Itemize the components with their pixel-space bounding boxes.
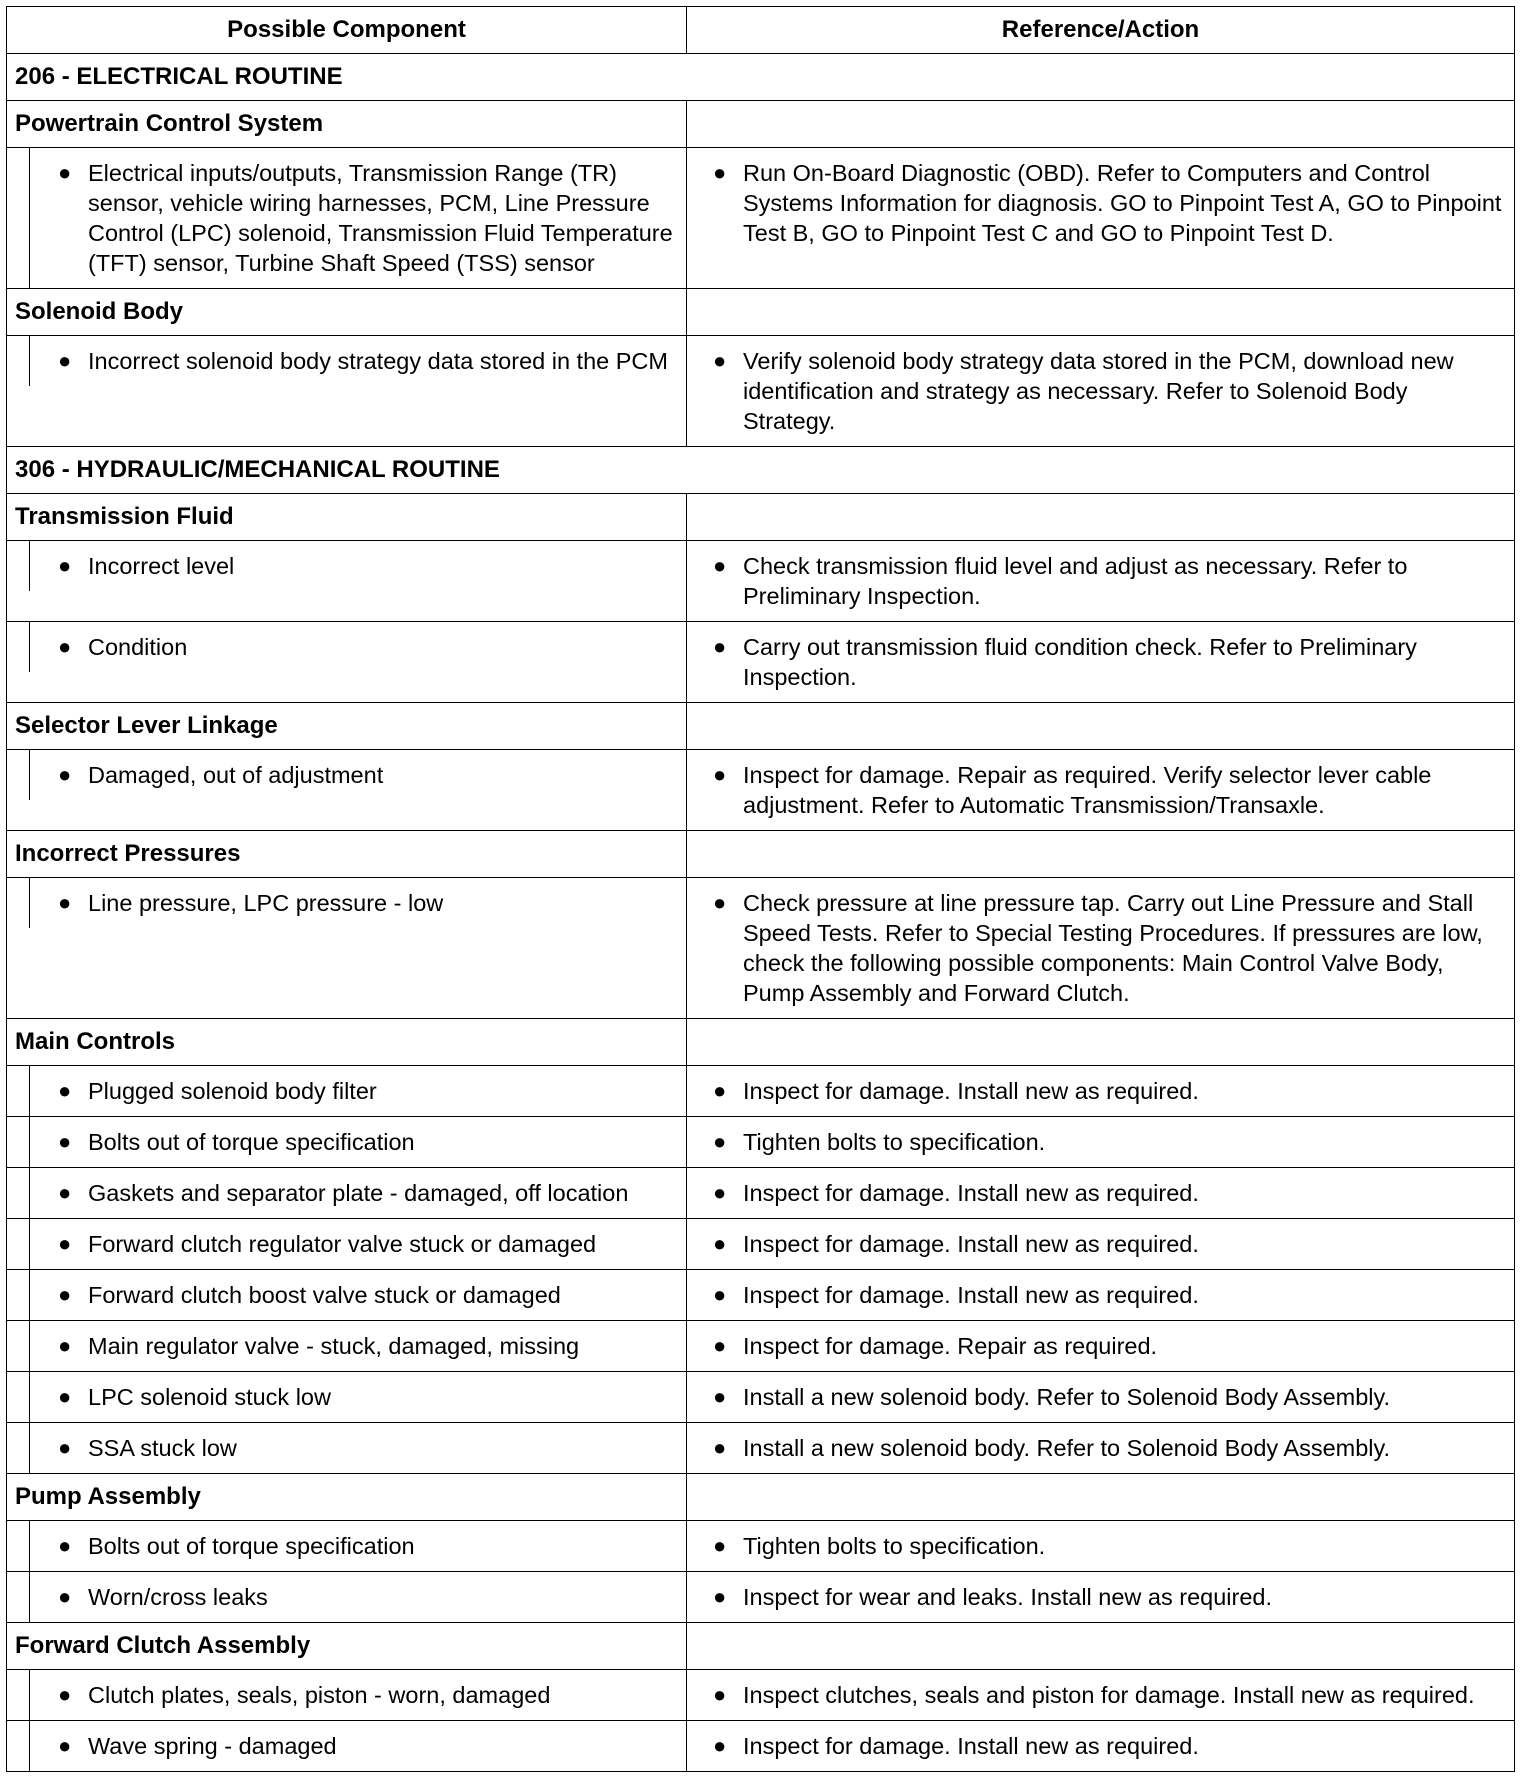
action-text: Inspect for damage. Install new as required.: [743, 1078, 1199, 1104]
table-row: [7, 1521, 1515, 1572]
bullet-icon: ●: [58, 1129, 72, 1154]
table-row: [7, 1572, 1515, 1623]
action-cell: [687, 1521, 1515, 1572]
group-row: [7, 1019, 1515, 1066]
action-text: Inspect for damage. Repair as required. Verify selector lever cable adjustment. Refer to Automatic Transmission/Transaxle.: [743, 762, 1432, 818]
component-cell: [7, 1372, 687, 1423]
component-cell: [7, 541, 687, 622]
table-row: [7, 622, 1515, 703]
section-title: 206 - ELECTRICAL ROUTINE: [7, 54, 1515, 101]
bullet-icon: ●: [58, 762, 72, 787]
action-text: Carry out transmission fluid condition check. Refer to Preliminary Inspection.: [743, 634, 1417, 690]
group-title: Powertrain Control System: [7, 101, 687, 148]
action-text: Run On-Board Diagnostic (OBD). Refer to Computers and Control Systems Information for diagnosis. GO to Pinpoint Test A, GO to Pinpoint Test B, GO to Pinpoint Test C and GO to Pinpoint Test D.: [743, 160, 1502, 246]
group-row: [7, 1623, 1515, 1670]
component-text: Incorrect solenoid body strategy data stored in the PCM: [88, 348, 668, 374]
component-text: Incorrect level: [88, 553, 235, 579]
bullet-icon: ●: [58, 1384, 72, 1409]
component-cell: [7, 1117, 687, 1168]
component-cell: [7, 1219, 687, 1270]
group-empty-cell: [687, 1623, 1515, 1670]
table-row: [7, 1321, 1515, 1372]
action-cell: [687, 1117, 1515, 1168]
group-row: [7, 101, 1515, 148]
bullet-icon: ●: [58, 1231, 72, 1256]
diagnosis-table: [6, 6, 1515, 1772]
group-row: [7, 289, 1515, 336]
group-empty-cell: [687, 1019, 1515, 1066]
bullet-icon: ●: [58, 1682, 72, 1707]
bullet-icon: ●: [713, 1682, 727, 1707]
bullet-icon: ●: [713, 1078, 727, 1103]
bullet-icon: ●: [58, 553, 72, 578]
action-text: Inspect for damage. Install new as required.: [743, 1180, 1199, 1206]
action-text: Inspect for damage. Install new as required.: [743, 1231, 1199, 1257]
table-row: [7, 336, 1515, 447]
component-cell: [7, 1572, 687, 1623]
action-text: Verify solenoid body strategy data stored in the PCM, download new identification and strategy as necessary. Refer to Solenoid Body Strategy.: [743, 348, 1454, 434]
component-cell: [7, 148, 687, 289]
group-empty-cell: [687, 289, 1515, 336]
bullet-icon: ●: [713, 1384, 727, 1409]
component-text: Clutch plates, seals, piston - worn, damaged: [88, 1682, 551, 1708]
action-cell: [687, 1372, 1515, 1423]
component-cell: [7, 1321, 687, 1372]
action-cell: [687, 541, 1515, 622]
action-cell: [687, 1270, 1515, 1321]
table-row: [7, 1066, 1515, 1117]
action-text: Tighten bolts to specification.: [743, 1533, 1046, 1559]
action-cell: [687, 1066, 1515, 1117]
group-row: [7, 1474, 1515, 1521]
bullet-icon: ●: [58, 1333, 72, 1358]
group-empty-cell: [687, 1474, 1515, 1521]
action-text: Inspect for damage. Install new as required.: [743, 1282, 1199, 1308]
bullet-icon: ●: [713, 1435, 727, 1460]
section-row: [7, 54, 1515, 101]
bullet-icon: ●: [58, 160, 72, 185]
table-row: [7, 1423, 1515, 1474]
component-cell: [7, 1670, 687, 1721]
component-cell: [7, 1721, 687, 1772]
bullet-icon: ●: [58, 1733, 72, 1758]
action-cell: [687, 750, 1515, 831]
bullet-icon: ●: [713, 348, 727, 373]
action-cell: [687, 1321, 1515, 1372]
bullet-icon: ●: [713, 634, 727, 659]
bullet-icon: ●: [713, 1231, 727, 1256]
bullet-icon: ●: [713, 890, 727, 915]
component-text: Bolts out of torque specification: [88, 1129, 415, 1155]
table-row: [7, 1670, 1515, 1721]
component-cell: [7, 622, 687, 703]
bullet-icon: ●: [713, 1129, 727, 1154]
component-text: LPC solenoid stuck low: [88, 1384, 331, 1410]
component-text: Bolts out of torque specification: [88, 1533, 415, 1559]
component-cell: [7, 336, 687, 447]
action-cell: [687, 1572, 1515, 1623]
bullet-icon: ●: [713, 1180, 727, 1205]
bullet-icon: ●: [713, 160, 727, 185]
bullet-icon: ●: [58, 1435, 72, 1460]
component-text: Worn/cross leaks: [88, 1584, 268, 1610]
component-cell: [7, 1521, 687, 1572]
table-body: [7, 54, 1515, 1772]
group-title: Selector Lever Linkage: [7, 703, 687, 750]
table-row: [7, 1270, 1515, 1321]
action-text: Tighten bolts to specification.: [743, 1129, 1046, 1155]
action-text: Inspect for damage. Repair as required.: [743, 1333, 1158, 1359]
group-title: Transmission Fluid: [7, 494, 687, 541]
bullet-icon: ●: [58, 634, 72, 659]
action-cell: [687, 1423, 1515, 1474]
bullet-icon: ●: [58, 1180, 72, 1205]
header-row: [7, 7, 1515, 54]
bullet-icon: ●: [713, 1733, 727, 1758]
component-cell: [7, 750, 687, 831]
component-text: Condition: [88, 634, 188, 660]
action-cell: [687, 1168, 1515, 1219]
header-reference-action: Reference/Action: [687, 7, 1515, 54]
table-row: [7, 1117, 1515, 1168]
component-text: Line pressure, LPC pressure - low: [88, 890, 444, 916]
component-text: Gaskets and separator plate - damaged, off location: [88, 1180, 629, 1206]
action-cell: [687, 878, 1515, 1019]
group-empty-cell: [687, 494, 1515, 541]
action-text: Inspect clutches, seals and piston for damage. Install new as required.: [743, 1682, 1475, 1708]
component-text: Wave spring - damaged: [88, 1733, 337, 1759]
group-row: [7, 703, 1515, 750]
group-row: [7, 494, 1515, 541]
bullet-icon: ●: [58, 1282, 72, 1307]
group-empty-cell: [687, 101, 1515, 148]
bullet-icon: ●: [58, 1584, 72, 1609]
bullet-icon: ●: [58, 1533, 72, 1558]
bullet-icon: ●: [58, 890, 72, 915]
section-title: 306 - HYDRAULIC/MECHANICAL ROUTINE: [7, 447, 1515, 494]
group-empty-cell: [687, 703, 1515, 750]
action-text: Inspect for wear and leaks. Install new as required.: [743, 1584, 1273, 1610]
component-text: Damaged, out of adjustment: [88, 762, 384, 788]
table-row: [7, 1372, 1515, 1423]
group-title: Forward Clutch Assembly: [7, 1623, 687, 1670]
group-title: Solenoid Body: [7, 289, 687, 336]
action-cell: [687, 1721, 1515, 1772]
table-row: [7, 878, 1515, 1019]
group-row: [7, 831, 1515, 878]
action-cell: [687, 336, 1515, 447]
group-title: Incorrect Pressures: [7, 831, 687, 878]
action-text: Check transmission fluid level and adjust as necessary. Refer to Preliminary Inspection.: [743, 553, 1408, 609]
action-cell: [687, 622, 1515, 703]
section-row: [7, 447, 1515, 494]
component-text: Electrical inputs/outputs, Transmission Range (TR) sensor, vehicle wiring harnesses, PCM, Line Pressure Control (LPC) solenoid, Transmission Fluid Temperature (TFT) sensor, Turbine Shaft Speed (TSS) sensor: [88, 160, 673, 276]
action-text: Install a new solenoid body. Refer to Solenoid Body Assembly.: [743, 1435, 1391, 1461]
component-text: Forward clutch regulator valve stuck or damaged: [88, 1231, 597, 1257]
component-text: Plugged solenoid body filter: [88, 1078, 377, 1104]
table-row: [7, 1721, 1515, 1772]
action-cell: [687, 148, 1515, 289]
component-text: Main regulator valve - stuck, damaged, missing: [88, 1333, 580, 1359]
component-cell: [7, 1066, 687, 1117]
bullet-icon: ●: [713, 1533, 727, 1558]
component-cell: [7, 878, 687, 1019]
group-title: Main Controls: [7, 1019, 687, 1066]
table-row: [7, 148, 1515, 289]
component-text: SSA stuck low: [88, 1435, 237, 1461]
action-text: Install a new solenoid body. Refer to Solenoid Body Assembly.: [743, 1384, 1391, 1410]
bullet-icon: ●: [713, 1333, 727, 1358]
table-row: [7, 750, 1515, 831]
group-title: Pump Assembly: [7, 1474, 687, 1521]
action-text: Check pressure at line pressure tap. Carry out Line Pressure and Stall Speed Tests. Refer to Special Testing Procedures. If pressures are low, check the following possible components: Main Control Valve Body, Pump Assembly and Forward Clutch.: [743, 890, 1483, 1006]
bullet-icon: ●: [58, 348, 72, 373]
table-row: [7, 541, 1515, 622]
component-cell: [7, 1423, 687, 1474]
component-text: Forward clutch boost valve stuck or damaged: [88, 1282, 561, 1308]
header-possible-component: Possible Component: [7, 7, 687, 54]
bullet-icon: ●: [713, 762, 727, 787]
table-row: [7, 1168, 1515, 1219]
bullet-icon: ●: [713, 553, 727, 578]
diagnosis-table-container: [6, 6, 1514, 1772]
action-cell: [687, 1219, 1515, 1270]
bullet-icon: ●: [58, 1078, 72, 1103]
action-cell: [687, 1670, 1515, 1721]
bullet-icon: ●: [713, 1584, 727, 1609]
group-empty-cell: [687, 831, 1515, 878]
action-text: Inspect for damage. Install new as required.: [743, 1733, 1199, 1759]
table-row: [7, 1219, 1515, 1270]
bullet-icon: ●: [713, 1282, 727, 1307]
component-cell: [7, 1270, 687, 1321]
component-cell: [7, 1168, 687, 1219]
